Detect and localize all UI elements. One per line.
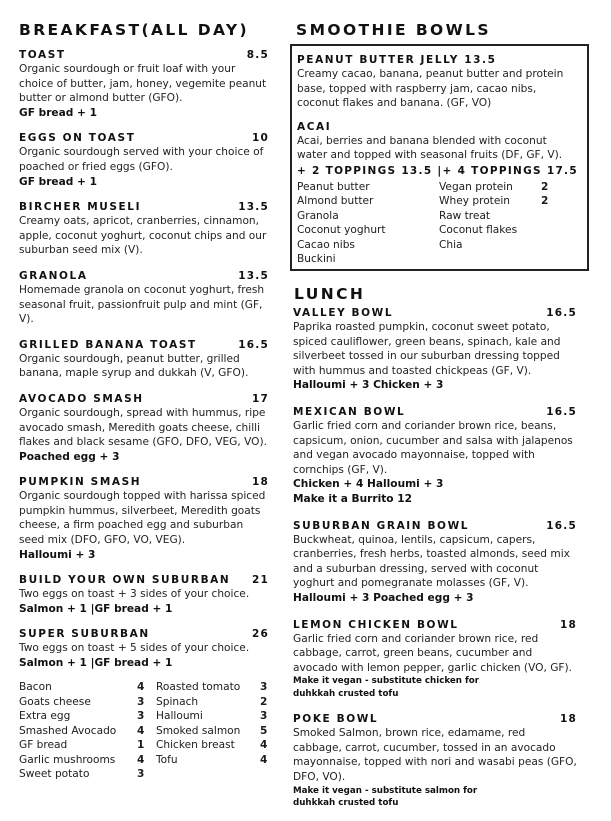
menu-item-bircher-museli	[19, 200, 269, 258]
menu-item-avocado-smash	[19, 392, 269, 464]
item-price: 18	[559, 618, 577, 631]
item-name: BUILD YOUR OWN SUBURBAN	[19, 574, 231, 587]
menu-item-poke-bowl	[293, 712, 577, 809]
side-price: 4	[137, 681, 145, 693]
item-name: LEMON CHICKEN BOWL	[293, 618, 459, 631]
side-name: Bacon	[19, 681, 52, 693]
item-name: GRANOLA	[19, 269, 88, 282]
item-price: 18	[559, 713, 577, 726]
topping: Peanut butter	[297, 180, 370, 193]
menu-item-acai	[297, 120, 580, 163]
sides-list	[19, 680, 269, 784]
side-price: 3	[260, 710, 268, 722]
item-note: Make it vegan - substitute salmon for duhkkah crusted tofu	[293, 785, 478, 809]
menu-item-super-suburban	[19, 627, 269, 670]
menu-item-peanut-butter-jelly	[297, 53, 580, 111]
item-name: MEXICAN BOWL	[293, 405, 406, 418]
side-price: 4	[137, 753, 145, 766]
item-name: PUMPKIN SMASH	[19, 476, 142, 489]
side-name: Tofu	[156, 753, 178, 766]
breakfast-list	[19, 48, 269, 682]
item-description: Organic sourdough, peanut butter, grilled banana, maple syrup and dukkah (V, GFO).	[19, 352, 249, 380]
topping: Whey protein	[439, 195, 511, 208]
toppings-title: + 2 TOPPINGS 13.5 |+ 4 TOPPINGS 17.5	[297, 164, 578, 177]
item-description: Smoked Salmon, brown rice, edamame, red cabbage, carrot, cucumber, tossed in an avocado mayonnaise, topped with nori and wasabi peas (GFO, DFO, VO).	[293, 727, 577, 784]
item-name: BIRCHER MUSELI	[19, 201, 142, 214]
item-price: 10	[251, 132, 269, 145]
breakfast-heading: BREAKFAST(ALL DAY)	[19, 21, 250, 39]
side-name: Spinach	[156, 695, 199, 708]
item-extra: Halloumi + 3 Poached egg + 3	[293, 591, 474, 604]
item-description: Creamy oats, apricot, cranberries, cinnamon, apple, coconut yoghurt, coconut chips and our suburban seed mix (V).	[19, 215, 267, 257]
item-name: PEANUT BUTTER JELLY 13.5	[297, 54, 497, 66]
item-price: 21	[251, 574, 269, 587]
menu-item-suburban-grain-bowl	[293, 519, 577, 606]
side-price: 3	[137, 695, 145, 708]
side-name: Goats cheese	[19, 695, 91, 708]
side-name: Garlic mushrooms	[19, 753, 116, 766]
item-description: Organic sourdough topped with harissa spiced pumpkin hummus, silverbeet, Meredith goats cheese, a firm poached egg and suburban seed mix (DFO, GFO, VO, VEG).	[19, 490, 266, 547]
item-description: Garlic fried corn and coriander brown rice, beans, capsicum, onion, cucumber and salsa with jalapenos and vegan avocado mayonnaise, topped with cornchips (GF, V).	[293, 419, 573, 476]
item-description: Creamy cacao, banana, peanut butter and protein base, topped with raspberry jam, cacao nibs, coconut flakes and banana. (GF, VO)	[297, 68, 564, 110]
item-description: Acai, berries and banana blended with coconut water and topped with seasonal fruits (DF, GF, V).	[297, 134, 563, 162]
menu-item-eggs-on-toast	[19, 131, 269, 189]
topping-price: 2	[541, 195, 549, 208]
side-name: Extra egg	[19, 710, 71, 722]
item-extra: GF bread + 1	[19, 175, 97, 188]
menu-item-granola	[19, 269, 269, 327]
item-description: Organic sourdough, spread with hummus, ripe avocado smash, Meredith goats cheese, chilli flakes and black sesame (GFO, DFO, VEG, VO).	[19, 406, 267, 449]
item-description: Two eggs on toast + 5 sides of your choice.	[19, 642, 250, 655]
menu-item-grilled-banana-toast	[19, 338, 269, 381]
item-name: EGGS ON TOAST	[19, 132, 136, 145]
side-price: 4	[137, 724, 145, 737]
item-description: Two eggs on toast + 3 sides of your choice.	[19, 588, 250, 601]
item-price: 18	[251, 476, 269, 489]
item-extra: Poached egg + 3	[19, 450, 120, 463]
item-price: 26	[251, 628, 269, 641]
item-price: 16.5	[546, 519, 577, 532]
item-price: 13.5	[238, 201, 269, 214]
side-name: Smoked salmon	[156, 724, 241, 737]
item-extra: Halloumi + 3	[19, 548, 96, 561]
topping: Buckini	[297, 253, 336, 266]
item-price: 16.5	[546, 405, 577, 418]
side-price: 5	[260, 724, 268, 737]
side-price: 3	[137, 710, 145, 722]
side-price: 2	[260, 695, 268, 708]
item-name: AVOCADO SMASH	[19, 392, 144, 405]
side-price: 4	[260, 753, 268, 766]
lunch-heading: LUNCH	[294, 285, 366, 303]
topping: Chia	[439, 238, 463, 251]
item-extra: Make it a Burrito 12	[293, 492, 413, 505]
item-name: TOAST	[19, 49, 66, 61]
item-price: 17	[251, 392, 269, 405]
item-name: POKE BOWL	[293, 713, 379, 726]
item-name: ACAI	[297, 120, 332, 133]
menu-item-mexican-bowl	[293, 405, 577, 507]
menu-item-toast	[19, 48, 269, 120]
side-name: Chicken breast	[156, 739, 235, 751]
side-price: 3	[137, 768, 145, 780]
topping-price: 2	[541, 180, 549, 193]
menu-item-valley-bowl	[293, 306, 577, 393]
side-price: 3	[260, 681, 268, 693]
menu-item-pumpkin-smash	[19, 475, 269, 562]
smoothie-heading: SMOOTHIE BOWLS	[296, 21, 491, 39]
item-description: Buckwheat, quinoa, lentils, capsicum, capers, cranberries, fresh herbs, toasted almonds, seed mix and a suburban dressing, served with coconut yoghurt and pomegranate molasses (GF, V).	[293, 533, 570, 590]
item-name: SUPER SUBURBAN	[19, 628, 150, 641]
item-description: Organic sourdough served with your choice of poached or fried eggs (GFO).	[19, 146, 264, 173]
side-name: Smashed Avocado	[19, 724, 117, 737]
side-name: GF bread	[19, 739, 68, 751]
side-price: 4	[260, 739, 268, 751]
item-description: Homemade granola on coconut yoghurt, fresh seasonal fruit, passionfruit pulp and mint (GF, V).	[19, 283, 265, 326]
item-price: 16.5	[546, 307, 577, 319]
item-price: 8.5	[246, 49, 269, 61]
topping: Coconut flakes	[439, 224, 518, 237]
item-note: Make it vegan - substitute chicken for duhkkah crusted tofu	[293, 676, 480, 699]
topping: Cacao nibs	[297, 238, 355, 251]
menu-item-lemon-chicken-bowl	[293, 618, 577, 701]
smoothie-box	[290, 44, 589, 271]
item-extra: Halloumi + 3 Chicken + 3	[293, 379, 444, 392]
item-name: SUBURBAN GRAIN BOWL	[293, 519, 470, 532]
menu-item-build-your-own	[19, 573, 269, 616]
topping: Raw treat	[439, 209, 491, 222]
side-price: 1	[137, 739, 145, 751]
lunch-list	[293, 306, 577, 821]
item-name: VALLEY BOWL	[293, 307, 394, 319]
item-extra: Salmon + 1 |GF bread + 1	[19, 657, 173, 670]
item-extra: Salmon + 1 |GF bread + 1	[19, 602, 173, 615]
item-extra: GF bread + 1	[19, 106, 97, 119]
topping: Granola	[297, 209, 339, 222]
side-name: Roasted tomato	[156, 681, 241, 693]
item-extra: Chicken + 4 Halloumi + 3	[293, 478, 444, 491]
topping: Almond butter	[297, 195, 374, 208]
topping: Vegan protein	[439, 180, 513, 193]
topping: Coconut yoghurt	[297, 224, 386, 237]
item-description: Paprika roasted pumpkin, coconut sweet potato, spiced cauliflower, green beans, spinach, kale and silverbeet tossed in our suburban dressing topped with hummus and toasted chickpeas (GF, V).	[293, 321, 561, 377]
side-name: Sweet potato	[19, 768, 90, 780]
item-price: 16.5	[238, 338, 269, 351]
toppings-list	[297, 180, 580, 270]
side-name: Halloumi	[156, 710, 203, 722]
item-description: Garlic fried corn and coriander brown rice, red cabbage, carrot, green beans, cucumber and avocado with lemon pepper, garlic chicken (VO, GF).	[293, 632, 573, 674]
item-price: 13.5	[238, 269, 269, 282]
item-name: GRILLED BANANA TOAST	[19, 338, 197, 351]
item-description: Organic sourdough or fruit loaf with your choice of butter, jam, honey, vegemite peanut butter or almond butter (GFO).	[19, 63, 267, 105]
